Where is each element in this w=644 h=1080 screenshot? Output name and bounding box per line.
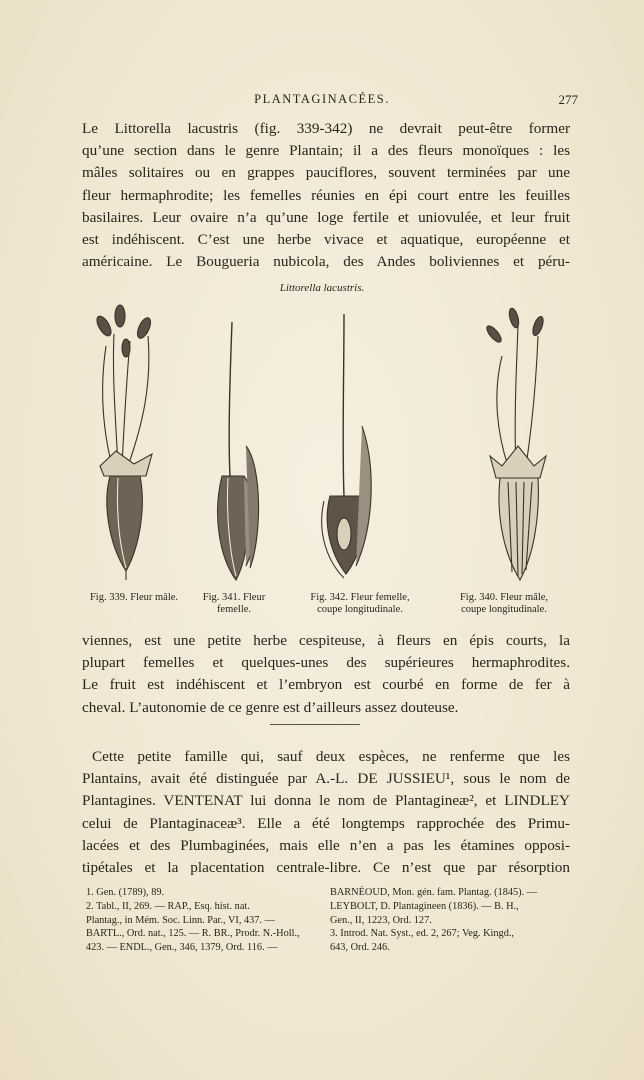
caption-line: Fig. 341. Fleur <box>202 592 266 603</box>
male-flower-section-illustration <box>485 307 546 580</box>
text-line: Plantains, avait été distinguée par A.-L. DE JUSSIEU¹, sous le nom de <box>82 770 570 788</box>
paragraph-family <box>82 746 570 879</box>
footnote-line: 3. Introd. Nat. Syst., ed. 2, 267; Veg. Kingd., <box>330 928 515 940</box>
footnote-line: BARTL., Ord. nat., 125. — R. BR., Prodr. N.-Holl., <box>86 928 300 940</box>
text-line: basilaires. Leur ovaire n’a qu’une loge fertile et uniovulée, et leur fruit <box>82 208 570 226</box>
text-line: Le Littorella lacustris (fig. 339-342) ne devrait peut-être former <box>82 120 570 137</box>
paragraph-bougueria <box>82 630 570 719</box>
text-line: viennes, est une petite herbe cespiteuse, à fleurs en épis courts, la <box>82 632 570 649</box>
footnote-line: 1. Gen. (1789), 89. <box>86 887 165 898</box>
text-line: tipétales et la placentation centrale-libre. Ce n’est que par résorption <box>82 859 570 877</box>
caption-line: femelle. <box>216 604 252 615</box>
footnote-line: Plantag., in Mém. Soc. Linn. Par., VI, 437. — <box>86 914 275 926</box>
text-line: plupart femelles et quelques-unes des supérieures hermaphrodites. <box>82 654 570 672</box>
caption-line: Fig. 340. Fleur mâle, <box>459 592 549 603</box>
text-line: fleur hermaphrodite; les femelles réunies en épi court entre les feuilles <box>82 186 570 204</box>
paragraph-littorella <box>82 118 570 273</box>
footnote-line: Gen., II, 1223, Ord. 127. <box>330 914 432 926</box>
footnote-line: BARNÉOUD, Mon. gén. fam. Plantag. (1845). — <box>330 887 538 898</box>
text-line: mâles solitaires ou en grappes pauciflores, souvent terminées par une <box>82 164 570 182</box>
caption-line: Fig. 342. Fleur femelle, <box>310 592 410 603</box>
footnote-line: 2. Tabl., II, 269. — RAP., Esq. hist. nat. <box>86 900 250 912</box>
text-line: lacées et des Plumbaginées, mais elle n’en a pas les étamines opposi- <box>82 836 570 854</box>
female-flower-illustration <box>218 322 259 580</box>
figure-caption <box>290 592 430 616</box>
text-line: Plantagines. VENTENAT lui donna le nom de Plantagineæ², et LINDLEY <box>82 792 570 810</box>
caption-line: Fig. 339. Fleur mâle. <box>89 592 179 603</box>
text-line: Cette petite famille qui, sauf deux espèces, ne renferme que les <box>92 748 570 765</box>
header-title: PLANTAGINACÉES. <box>254 92 390 106</box>
female-flower-section-illustration <box>322 314 372 578</box>
text-line: américaine. Le Bougueria nubicola, des Andes boliviennes et péru- <box>82 253 570 271</box>
figure-caption <box>194 592 274 616</box>
figure-title: Littorella lacustris. <box>279 282 365 294</box>
botanical-illustrations <box>82 296 570 588</box>
text-line: est indéhiscent. C’est une herbe vivace et aquatique, européenne et <box>82 231 570 249</box>
page-number: 277 <box>558 92 578 107</box>
footnote-line: 423. — ENDL., Gen., 346, 1379, Ord. 116. — <box>86 942 278 954</box>
text-line: cheval. L’autonomie de ce genre est d’ailleurs assez douteuse. <box>82 698 459 716</box>
footnotes-right <box>330 886 574 955</box>
text-line: celui de Plantaginaceæ³. Elle a été longtemps rapprochée des Primu- <box>82 814 570 832</box>
caption-line: coupe longitudinale. <box>461 604 547 615</box>
male-flower-illustration <box>94 305 153 580</box>
text-line: Le fruit est indéhiscent et l’embryon est courbé en forme de fer à <box>82 676 570 694</box>
footnote-line: 643, Ord. 246. <box>330 942 390 954</box>
text-line: qu’une section dans le genre Plantain; il a des fleurs monoïques : les <box>82 142 570 160</box>
caption-line: coupe longitudinale. <box>317 604 403 615</box>
footnote-line: LEYBOLT, D. Plantagineen (1836). — B. H., <box>330 900 519 912</box>
footnotes-left <box>86 886 318 955</box>
figure-caption <box>82 592 186 604</box>
figure-caption <box>438 592 570 616</box>
running-header <box>0 92 644 108</box>
section-divider <box>270 724 360 725</box>
